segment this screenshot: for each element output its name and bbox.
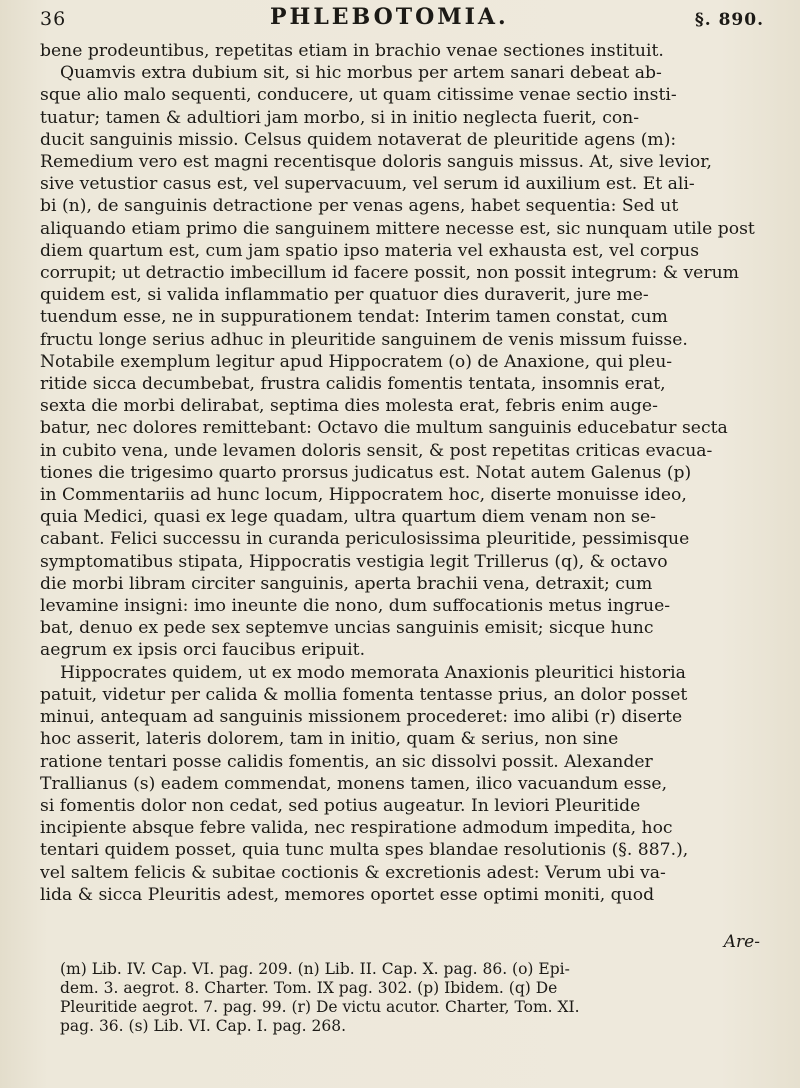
text-line: bat, denuo ex pede sex septemve uncias sanguinis emisit; sicque hunc bbox=[40, 618, 654, 639]
footnote-line: pag. 36. (s) Lib. VI. Cap. I. pag. 268. bbox=[60, 1017, 346, 1035]
text-line: incipiente absque febre valida, nec respiratione admodum impedita, hoc bbox=[40, 818, 673, 839]
footnotes bbox=[60, 960, 780, 1036]
text-line: sive vetustior casus est, vel supervacuum, vel serum id auxilium est. Et ali- bbox=[40, 174, 695, 195]
text-line: aegrum ex ipsis orci faucibus eripuit. bbox=[40, 640, 366, 661]
text-line: in cubito vena, unde levamen doloris sensit, & post repetitas criticas evacua- bbox=[40, 440, 713, 461]
text-line: si fomentis dolor non cedat, sed potius augeatur. In leviori Pleuritide bbox=[40, 795, 641, 816]
text-line: sque alio malo sequenti, conducere, ut quam citissime venae sectio insti- bbox=[40, 85, 677, 106]
text-line: bi (n), de sanguinis detractione per venas agens, habet sequentia: Sed ut bbox=[40, 196, 679, 217]
page-number: 36 bbox=[40, 8, 67, 30]
page-header bbox=[40, 2, 770, 42]
text-line: Notabile exemplum legitur apud Hippocratem (o) de Anaxione, qui pleu- bbox=[40, 351, 673, 372]
text-line: sexta die morbi delirabat, septima dies molesta erat, febris enim auge- bbox=[40, 396, 658, 417]
main-text bbox=[40, 40, 778, 906]
footnote-line: (m) Lib. IV. Cap. VI. pag. 209. (n) Lib. II. Cap. X. pag. 86. (o) Epi- bbox=[60, 960, 570, 978]
text-line: bene prodeuntibus, repetitas etiam in brachio venae sectiones instituit. bbox=[40, 41, 664, 61]
text-line: quia Medici, quasi ex lege quadam, ultra quartum diem venam non se- bbox=[40, 507, 656, 528]
text-line: aliquando etiam primo die sanguinem mittere necesse est, sic nunquam utile post bbox=[40, 218, 755, 239]
text-line: vel saltem felicis & subitae coctionis & excretionis adest: Verum ubi va- bbox=[40, 862, 666, 883]
text-line: fructu longe serius adhuc in pleuritide sanguinem de venis missum fuisse. bbox=[40, 329, 688, 350]
section-number: §. 890. bbox=[694, 10, 764, 30]
text-line: tentari quidem posset, quia tunc multa spes blandae resolutionis (§. 887.), bbox=[40, 840, 689, 861]
text-line: hoc asserit, lateris dolorem, tam in initio, quam & serius, non sine bbox=[40, 729, 619, 750]
text-line: die morbi libram circiter sanguinis, aperta brachii vena, detraxit; cum bbox=[40, 573, 653, 594]
text-line: tuendum esse, ne in suppurationem tendat: Interim tamen constat, cum bbox=[40, 307, 668, 328]
text-line: tiones die trigesimo quarto prorsus judicatus est. Notat autem Galenus (p) bbox=[40, 462, 692, 483]
text-line: tuatur; tamen & adultiori jam morbo, si in initio neglecta fuerit, con- bbox=[40, 107, 640, 128]
running-title: PHLEBOTOMIA. bbox=[270, 4, 509, 30]
text-line: Trallianus (s) eadem commendat, monens tamen, ilico vacuandum esse, bbox=[40, 773, 668, 794]
footnote-line: dem. 3. aegrot. 8. Charter. Tom. IX pag. 302. (p) Ibidem. (q) De bbox=[60, 979, 558, 997]
footnote-line: Pleuritide aegrot. 7. pag. 99. (r) De victu acutor. Charter, Tom. XI. bbox=[60, 998, 580, 1016]
text-line: minui, antequam ad sanguinis missionem procederet: imo alibi (r) diserte bbox=[40, 707, 683, 728]
catchword: Are- bbox=[723, 932, 760, 952]
text-line: Quamvis extra dubium sit, si hic morbus per artem sanari debeat ab- bbox=[60, 63, 662, 84]
text-line: quidem est, si valida inflammatio per quatuor dies duraverit, jure me- bbox=[40, 285, 649, 306]
text-line: cabant. Felici successu in curanda periculosissima pleuritide, pessimisque bbox=[40, 529, 690, 550]
text-line: corrupit; ut detractio imbecillum id facere possit, non possit integrum: & verum bbox=[40, 263, 739, 284]
text-line: Remedium vero est magni recentisque doloris sanguis missus. At, sive levior, bbox=[40, 152, 712, 173]
text-line: symptomatibus stipata, Hippocratis vestigia legit Trillerus (q), & octavo bbox=[40, 551, 668, 572]
text-line: in Commentariis ad hunc locum, Hippocratem hoc, diserte monuisse ideo, bbox=[40, 485, 687, 506]
text-line: diem quartum est, cum jam spatio ipso materia vel exhausta est, vel corpus bbox=[40, 240, 700, 261]
text-line: batur, nec dolores remittebant: Octavo die multum sanguinis educebatur secta bbox=[40, 418, 728, 439]
text-line: patuit, videtur per calida & mollia fomenta tentasse prius, an dolor posset bbox=[40, 684, 688, 705]
text-line: ducit sanguinis missio. Celsus quidem notaverat de pleuritide agens (m): bbox=[40, 129, 677, 150]
text-line: levamine insigni: imo ineunte die nono, dum suffocationis metus ingrue- bbox=[40, 596, 671, 617]
text-line: lida & sicca Pleuritis adest, memores oportet esse optimi moniti, quod bbox=[40, 884, 655, 905]
text-line: ritide sicca decumbebat, frustra calidis fomentis tentata, insomnis erat, bbox=[40, 374, 666, 395]
text-line: Hippocrates quidem, ut ex modo memorata Anaxionis pleuritici historia bbox=[60, 662, 686, 683]
text-line: ratione tentari posse calidis fomentis, an sic dissolvi possit. Alexander bbox=[40, 751, 653, 772]
